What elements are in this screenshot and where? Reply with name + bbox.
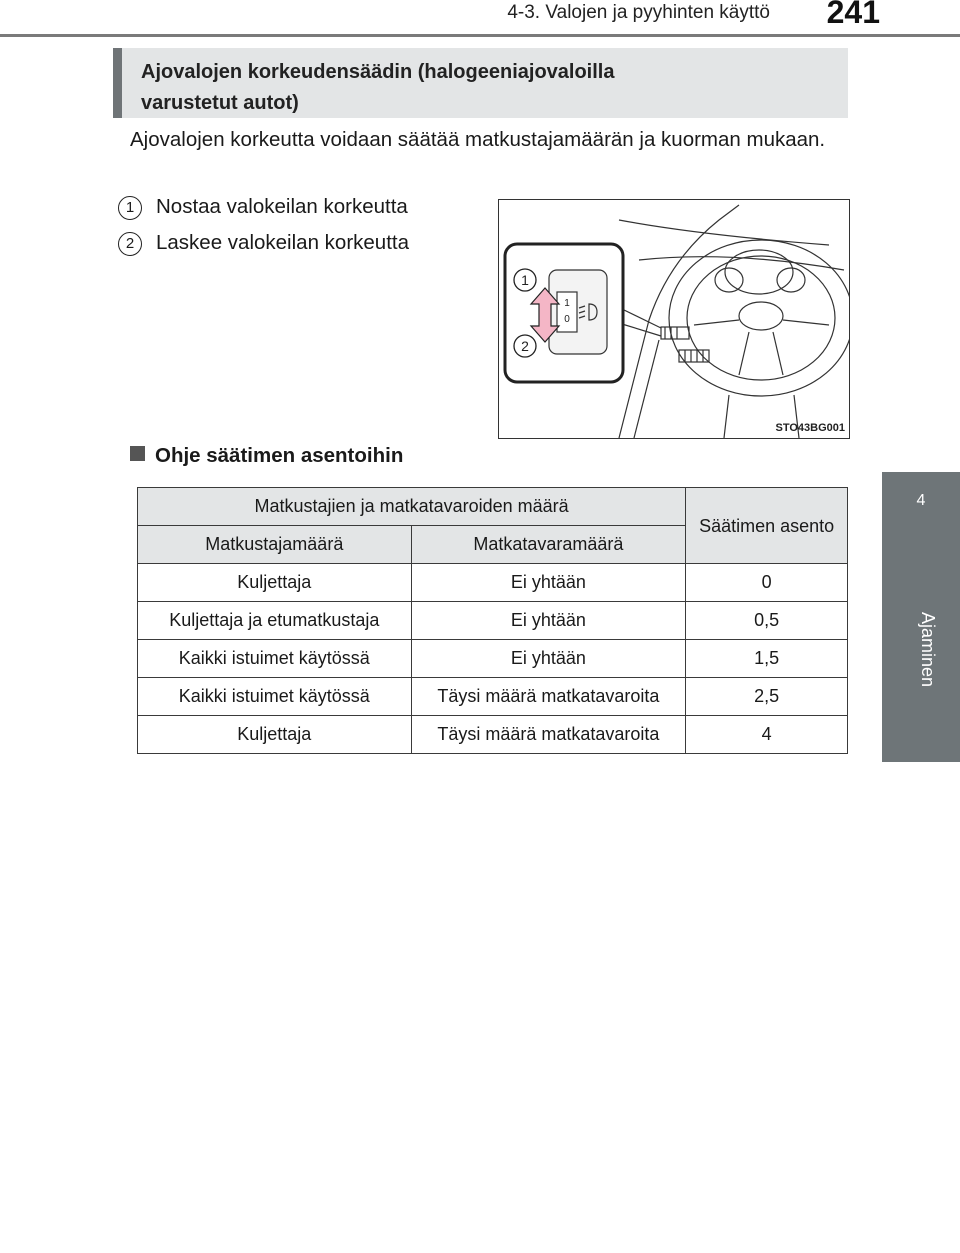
dial-mark-upper: 1 xyxy=(564,298,570,309)
step-number-1: 1 xyxy=(118,196,142,220)
header-rule xyxy=(0,34,960,37)
step-text-1: Nostaa valokeilan korkeutta xyxy=(156,195,408,218)
table-row xyxy=(138,564,848,602)
cell-passengers: Kuljettaja xyxy=(138,716,412,754)
callout-1: 1 xyxy=(521,272,529,288)
cell-position: 0 xyxy=(686,564,848,602)
header-passengers: Matkustajamäärä xyxy=(138,526,412,564)
section-title-line2: varustetut autot) xyxy=(141,92,299,114)
section-heading-bar xyxy=(113,48,122,118)
section-heading-box xyxy=(113,48,848,118)
dashboard-illustration xyxy=(499,200,849,438)
section-title xyxy=(141,57,821,119)
cell-luggage: Ei yhtään xyxy=(411,564,686,602)
callout-2: 2 xyxy=(521,338,529,354)
subheading-text: Ohje säätimen asentoihin xyxy=(155,444,404,467)
chapter-tab xyxy=(882,472,960,762)
cell-passengers: Kuljettaja ja etumatkustaja xyxy=(138,602,412,640)
chapter-number: 4 xyxy=(916,492,926,509)
table-header-row xyxy=(138,488,848,526)
cell-position: 1,5 xyxy=(686,640,848,678)
cell-passengers: Kaikki istuimet käytössä xyxy=(138,678,412,716)
cell-luggage: Täysi määrä matkatavaroita xyxy=(411,716,686,754)
figure-code: STO43BG001 xyxy=(775,422,845,434)
header-position: Säätimen asento xyxy=(686,488,848,564)
section-title-line1: Ajovalojen korkeudensäädin (halogeeniajovaloilla xyxy=(141,61,615,83)
cell-position: 0,5 xyxy=(686,602,848,640)
headlight-leveling-figure xyxy=(498,199,850,439)
intro-paragraph: Ajovalojen korkeutta voidaan säätää matkustajamäärän ja kuorman mukaan. xyxy=(130,128,826,151)
step-number-2: 2 xyxy=(118,232,142,256)
table-row xyxy=(138,678,848,716)
subheading xyxy=(130,444,403,468)
cell-luggage: Ei yhtään xyxy=(411,602,686,640)
running-header-title: 4-3. Valojen ja pyyhinten käyttö xyxy=(507,2,770,23)
header-luggage: Matkatavaramäärä xyxy=(411,526,686,564)
table-row xyxy=(138,602,848,640)
cell-passengers: Kuljettaja xyxy=(138,564,412,602)
header-group: Matkustajien ja matkatavaroiden määrä xyxy=(138,488,686,526)
cell-position: 2,5 xyxy=(686,678,848,716)
cell-luggage: Täysi määrä matkatavaroita xyxy=(411,678,686,716)
position-table xyxy=(137,487,848,754)
cell-position: 4 xyxy=(686,716,848,754)
cell-luggage: Ei yhtään xyxy=(411,640,686,678)
table-row xyxy=(138,716,848,754)
cell-passengers: Kaikki istuimet käytössä xyxy=(138,640,412,678)
bullet-square-icon xyxy=(130,446,145,461)
page-number: 241 xyxy=(826,0,880,30)
step-text-2: Laskee valokeilan korkeutta xyxy=(156,231,409,254)
dial-mark-lower: 0 xyxy=(564,314,570,325)
chapter-label: Ajaminen xyxy=(918,612,938,688)
table-row xyxy=(138,640,848,678)
